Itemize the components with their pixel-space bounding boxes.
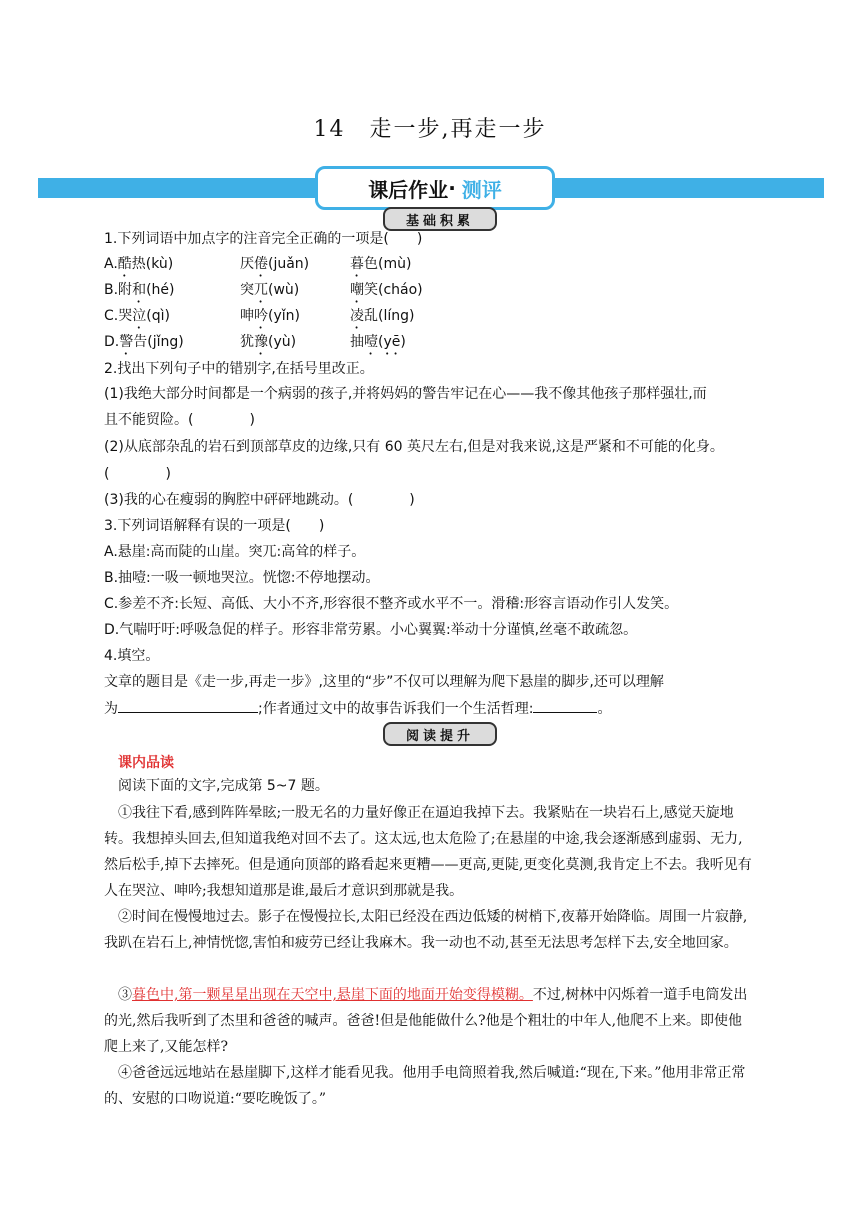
reading-paragraph-2: ②时间在慢慢地过去。影子在慢慢拉长,太阳已经没在西边低矮的树梢下,夜幕开始降临。周围一片寂静,我趴在岩石上,神情恍惚,害怕和疲劳已经让我麻木。我一动也不动,甚至无法思考怎样下去,安全地回家。: [104, 909, 748, 951]
homework-banner: [315, 166, 555, 210]
word-text: 呻: [240, 308, 254, 324]
dotted-character: 凌: [350, 308, 364, 324]
word-text: (yǐn): [268, 308, 300, 324]
q1-word-1: [104, 254, 173, 280]
dotted-character: 倦: [254, 256, 268, 272]
word-text: 犹: [240, 334, 254, 350]
q4-line2-start: 为: [104, 701, 118, 717]
dotted-character: 噎(yē): [364, 334, 406, 350]
q2-sentence-1a: (1)我绝大部分时间都是一个病弱的孩子,并将妈妈的警告牢记在心——我不像其他孩子那样强壮,而: [104, 386, 707, 402]
q1-word-2: [240, 280, 299, 306]
banner-part2: 测评: [461, 177, 502, 202]
section-reading-heading: 阅读提升: [383, 722, 497, 746]
q1-word-3: [350, 254, 411, 280]
paragraph-3-rest: 不过,树林中闪烁着一道手电筒发出的光,然后我听到了杰里和爸爸的喊声。爸爸!但是他能做什么?他是个粗壮的中年人,他爬不上来。即使他爬上来了,又能怎样?: [104, 987, 748, 1055]
word-text: 突: [240, 282, 254, 298]
dotted-character: 泣: [132, 308, 147, 324]
q1-word-3: [350, 306, 414, 332]
q3-option-d: D.气喘吁吁:呼吸急促的样子。形容非常劳累。小心翼翼:举动十分谨慎,丝毫不敢疏忽。: [104, 622, 638, 638]
q1-word-2: [240, 254, 309, 280]
q4-line1: 文章的题目是《走一步,再走一步》,这里的“步”不仅可以理解为爬下悬崖的脚步,还可以理解: [104, 674, 664, 690]
q1-word-1: [104, 306, 170, 332]
q3-stem: 3.下列词语解释有误的一项是( ): [104, 518, 325, 534]
word-text: 告(jǐng): [133, 334, 184, 350]
word-text: B.附: [104, 282, 133, 298]
paragraph-3-number: ③: [118, 987, 132, 1003]
dotted-character: 暮: [350, 256, 364, 272]
q2-sentence-2b: ( ): [104, 466, 171, 482]
q1-word-2: [240, 306, 300, 332]
q2-stem: 2.找出下列句子中的错别字,在括号里改正。: [104, 361, 374, 377]
banner-separator: ·: [448, 176, 456, 200]
word-text: 热(kù): [131, 256, 174, 272]
word-text: 色(mù): [364, 256, 412, 272]
word-text: 厌: [240, 256, 254, 272]
q4-answer-blank-1[interactable]: [118, 698, 258, 713]
q1-word-1: [104, 332, 184, 358]
dotted-character: 吟: [254, 308, 268, 324]
q3-option-b: B.抽噎:一吸一顿地哭泣。恍惚:不停地摆动。: [104, 570, 380, 586]
word-text: (yù): [268, 334, 297, 350]
dotted-character: 警: [119, 334, 134, 350]
q3-option-c: C.参差不齐:长短、高低、大小不齐,形容很不整齐或水平不一。滑稽:形容言语动作引人发笑。: [104, 596, 679, 612]
section-basic-heading: 基础积累: [383, 207, 497, 231]
word-text: (juǎn): [268, 256, 310, 272]
word-text: 乱(líng): [364, 308, 415, 324]
word-text: (qì): [146, 308, 170, 324]
word-text: (hé): [146, 282, 175, 298]
underlined-sentence: 暮色中,第一颗星星出现在天空中,悬崖下面的地面开始变得模糊。: [132, 987, 533, 1003]
q4-line2-middle: ;作者通过文中的故事告诉我们一个生活哲理:: [258, 701, 534, 717]
reading-paragraph-3: [104, 982, 754, 1060]
q3-option-a: A.悬崖:高而陡的山崖。突兀:高耸的样子。: [104, 544, 366, 560]
word-text: C.哭: [104, 308, 133, 324]
dotted-character: 酷: [117, 256, 132, 272]
q1-word-1: [104, 280, 174, 306]
dotted-character: 兀: [254, 282, 268, 298]
word-text: 抽: [350, 334, 364, 350]
word-text: A.: [104, 256, 118, 272]
q2-sentence-2a: (2)从底部杂乱的岩石到顶部草皮的边缘,只有 60 英尺左右,但是对我来说,这是严紧和不可能的化身。: [104, 439, 724, 455]
q4-line2-end: 。: [597, 701, 612, 717]
q2-sentence-3: (3)我的心在瘦弱的胸腔中砰砰地跳动。( ): [104, 492, 415, 508]
q1-word-2: [240, 332, 296, 358]
banner-part1: 课后作业: [368, 177, 449, 202]
word-text: D.: [104, 334, 120, 350]
dotted-character: 和: [132, 282, 147, 298]
q4-answer-blank-2[interactable]: [533, 698, 597, 713]
reading-paragraph-4: ④爸爸远远地站在悬崖脚下,这样才能看见我。他用手电筒照着我,然后喊道:“现在,下来。”他用非常正常的、安慰的口吻说道:“要吃晚饭了。”: [104, 1065, 746, 1107]
q1-word-3: [350, 280, 423, 306]
word-text: 笑(cháo): [364, 282, 423, 298]
q4-stem: 4.填空。: [104, 648, 160, 664]
q1-stem: 1.下列词语中加点字的注音完全正确的一项是( ): [104, 231, 423, 247]
dotted-character: 豫: [254, 334, 268, 350]
dotted-character: 嘲: [350, 282, 364, 298]
q4-line2: [104, 698, 611, 719]
reading-paragraph-1: ①我往下看,感到阵阵晕眩;一股无名的力量好像正在逼迫我掉下去。我紧贴在一块岩石上,感觉天旋地转。我想掉头回去,但知道我绝对回不去了。这太远,也太危险了;在悬崖的中途,我会逐渐感到虚弱、无力,然后松手,掉下去摔死。但是通向顶部的路看起来更糟——更高,更陡,更变化莫测,我肯定上不去。我听见有人在哭泣、呻吟;我想知道那是谁,最后才意识到那就是我。: [104, 805, 752, 899]
q1-word-3: [350, 332, 406, 358]
reading-instruction: 阅读下面的文字,完成第 5~7 题。: [118, 778, 329, 794]
page-title: 14 走一步,再走一步: [313, 117, 547, 142]
q2-sentence-1b: 且不能贸险。( ): [104, 412, 255, 428]
word-text: (wù): [268, 282, 300, 298]
reading-subheading: 课内品读: [118, 755, 174, 771]
